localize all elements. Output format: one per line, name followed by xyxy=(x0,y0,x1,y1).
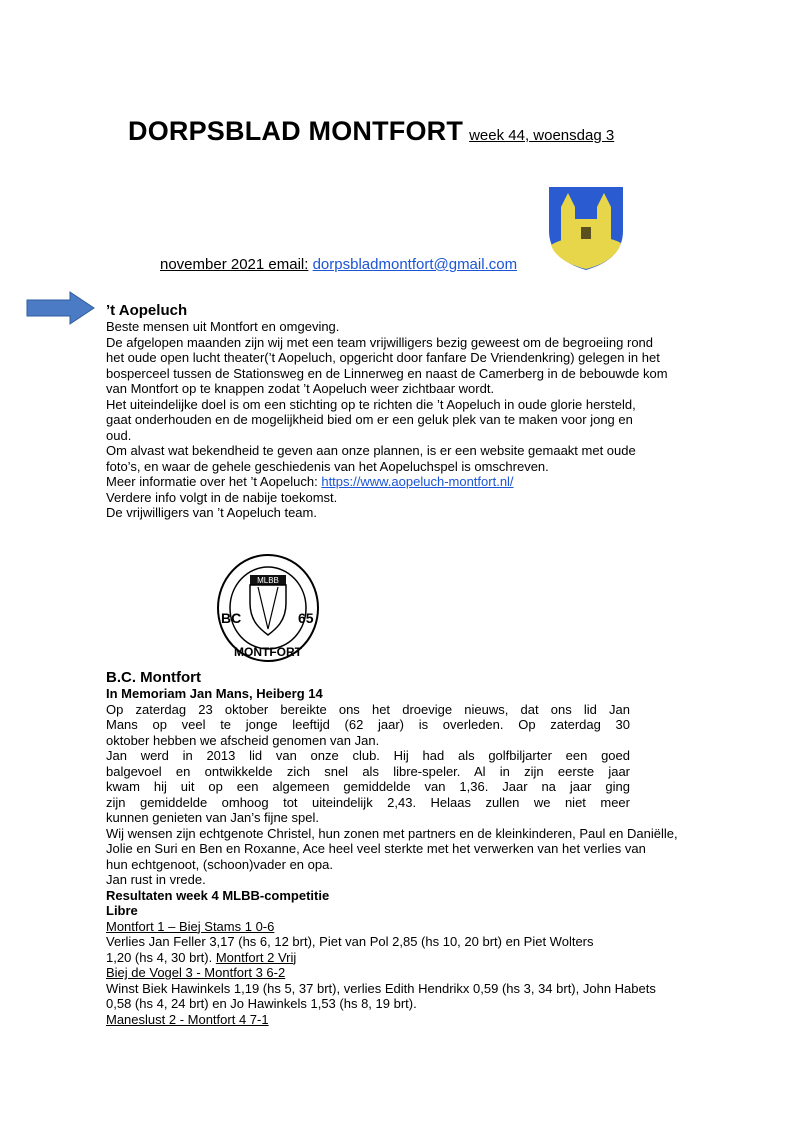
arrow-right-icon xyxy=(26,291,96,325)
match-details: Verlies Jan Feller 3,17 (hs 6, 12 brt), Piet van Pol 2,85 (hs 10, 20 brt) en Piet Wolters xyxy=(106,934,594,949)
text-line: hun echtgenoot, (schoon)vader en opa. xyxy=(106,856,333,872)
text-line: zijn gemiddelde omhoog tot uiteindelijk 2,43. Helaas zullen we niet meer xyxy=(106,794,630,810)
text-line: Verdere info volgt in de nabije toekomst. xyxy=(106,489,338,505)
memoriam-heading: In Memoriam Jan Mans, Heiberg 14 xyxy=(106,686,323,701)
issue-week: week 44, woensdag 3 xyxy=(469,127,615,144)
page-title xyxy=(128,116,614,147)
aopeluch-heading: ’t Aopeluch xyxy=(106,302,188,319)
text-line: Beste mensen uit Montfort en omgeving. xyxy=(106,319,340,334)
logo-montfort: MONTFORT xyxy=(234,645,302,659)
text-line: van Montfort op te knappen zodat ’t Aopeluch weer zichtbaar wordt. xyxy=(106,381,495,396)
text-line: Jan werd in 2013 lid van onze club. Hij had als golfbiljarter een goed xyxy=(106,748,630,763)
email-link[interactable]: dorpsbladmontfort@gmail.com xyxy=(312,256,518,273)
match-details: Winst Biek Hawinkels 1,19 (hs 5, 37 brt), verlies Edith Hendrikx 0,59 (hs 3, 34 brt), John Habets xyxy=(106,980,656,996)
logo-65: 65 xyxy=(298,610,314,626)
text-line: bosperceel tussen de Stationsweg en de Linnerweg en naast de Camerberg in de bebouwde kom xyxy=(106,365,668,381)
match-details-end: 1,20 (hs 4, 30 brt). xyxy=(106,949,216,965)
text-line: Jolie en Suri en Ben en Roxanne, Ace heel veel sterkte met het verwerken van het verlies van xyxy=(106,841,646,856)
text-line: Het uiteindelijke doel is om een stichting op te richten die ’t Aopeluch in oude glorie hersteld, xyxy=(106,396,636,412)
text-line: kwam hij uit op een algemeen gemiddelde van 1,36. Jaar na jaar ging xyxy=(106,779,630,794)
category-libre: Libre xyxy=(106,903,138,918)
montfort-coat-of-arms xyxy=(547,185,625,271)
text-line: De afgelopen maanden zijn wij met een team vrijwilligers bezig geweest om de begroeiing rond xyxy=(106,334,654,350)
text-line: oud. xyxy=(106,427,132,443)
text-line: Wij wensen zijn echtgenote Christel, hun zonen met partners en de kleinkinderen, Paul en Daniëlle, xyxy=(106,825,678,841)
match-details xyxy=(106,950,678,966)
text-line: het oude open lucht theater(’t Aopeluch, opgericht door fanfare De Vriendenkring) gelegen in het xyxy=(106,350,660,365)
match-result: Maneslust 2 - Montfort 4 7-1 xyxy=(106,1011,269,1027)
info-line xyxy=(106,474,668,490)
bc-heading: B.C. Montfort xyxy=(106,669,201,686)
text-line: foto’s, en waar de gehele geschiedenis van het Aopeluchspel is omschreven. xyxy=(106,458,549,474)
info-prefix: Meer informatie over het ’t Aopeluch: xyxy=(106,474,322,489)
text-line: balgevoel en ontwikkelde zich snel als libre-speler. Al in zijn eerste jaar xyxy=(106,763,630,779)
text-line: oktober hebben we afscheid genomen van Jan. xyxy=(106,732,380,748)
text-line: Om alvast wat bekendheid te geven aan onze plannen, is er een website gemaakt met oude xyxy=(106,443,636,458)
text-line: Jan rust in vrede. xyxy=(106,872,206,887)
date-email-line xyxy=(160,256,517,273)
results-heading: Resultaten week 4 MLBB-competitie xyxy=(106,887,330,903)
logo-bc: BC xyxy=(221,610,242,626)
issue-date: november 2021 email: xyxy=(160,256,309,273)
text-line: De vrijwilligers van ’t Aopeluch team. xyxy=(106,505,317,520)
text-line: Op zaterdag 23 oktober bereikte ons het droevige nieuws, dat ons lid Jan xyxy=(106,701,630,717)
match-result: Montfort 1 – Biej Stams 1 0-6 xyxy=(106,918,275,934)
text-line: kunnen genieten van Jan’s fijne spel. xyxy=(106,810,319,825)
text-line: Mans op veel te jonge leeftijd (62 jaar) is overleden. Op zaterdag 30 xyxy=(106,717,630,732)
match-details: 0,58 (hs 4, 24 brt) en Jo Hawinkels 1,53 (hs 8, 19 brt). xyxy=(106,996,417,1011)
website-link[interactable]: https://www.aopeluch-montfort.nl/ xyxy=(321,474,514,489)
match-result: Biej de Vogel 3 - Montfort 3 6-2 xyxy=(106,965,286,980)
logo-mlbb: MLBB xyxy=(257,576,279,585)
text-line: gaat onderhouden en de mogelijkheid bied om er een geluk plek van te maken voor jong en xyxy=(106,412,633,427)
aopeluch-article xyxy=(106,302,668,521)
bc-montfort-logo xyxy=(216,553,320,665)
match-result: Montfort 2 Vrij xyxy=(215,949,297,965)
newsletter-title: DORPSBLAD MONTFORT xyxy=(128,116,464,146)
bc-montfort-article xyxy=(106,669,678,1027)
